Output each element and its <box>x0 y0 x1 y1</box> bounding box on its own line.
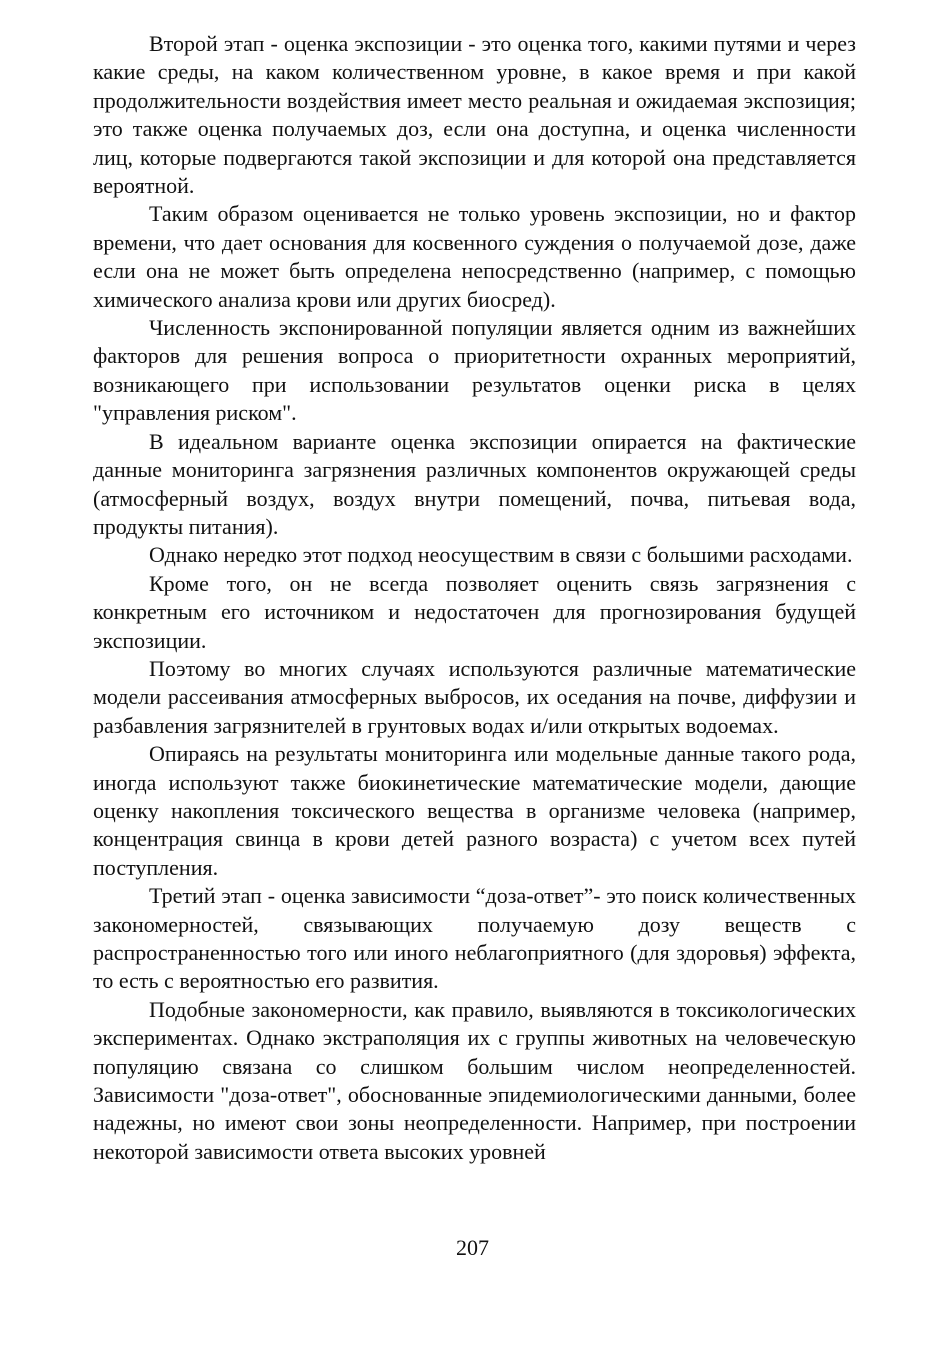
paragraph-math-models: Поэтому во многих случаях используются различные математические модели рассеивания атмосферных выбросов, их оседания на почве, диффузии и разбавления загрязнителей в грунтовых водах и/или открытых водоемах. <box>93 655 856 738</box>
paragraph-exposure-assessment: Второй этап - оценка экспозиции - это оценка того, какими путями и через какие среды, на каком количественном уровне, в какое время и при какой продолжительности воздействия имеет место реальная и ожидаемая экспозиция; это также оценка получаемых доз, если она доступна, и оценка численности лиц, которые подвергаются такой экспозиции и для которой она представляется вероятной. <box>93 31 856 199</box>
paragraph-monitoring-data: В идеальном варианте оценка экспозиции опирается на фактические данные мониторинга загрязнения различных компонентов окружающей среды (атмосферный воздух, воздух внутри помещений, почва, питьевая вода, продукты питания). <box>93 428 856 539</box>
page-number: 207 <box>456 1235 489 1260</box>
paragraph-costs: Однако нередко этот подход неосуществим в связи с большими расходами. <box>149 542 853 568</box>
paragraph-toxicology: Подобные закономерности, как правило, выявляются в токсикологических экспериментах. Однако экстраполяция их с группы животных на человеческую популяцию связана со слишком большим числом неопределенностей. Зависимости "доза-ответ", обоснованные эпидемиологическими данными, более надежны, но имеют свои зоны неопределенности. Например, при построении некоторой зависимости ответа высоких уровней <box>93 996 856 1164</box>
paragraph-source-link: Кроме того, он не всегда позволяет оценить связь загрязнения с конкретным его источником и недостаточен для прогнозирования будущей экспозиции. <box>93 570 856 653</box>
paragraph-population-size: Численность экспонированной популяции является одним из важнейших факторов для решения вопроса о приоритетности охранных мероприятий, возникающего при использовании результатов оценки риска в целях "управления риском". <box>93 315 856 426</box>
paragraph-time-factor: Таким образом оценивается не только уровень экспозиции, но и фактор времени, что дает основания для косвенного суждения о получаемой дозе, даже если она не может быть определена непосредственно (например, с помощью химического анализа крови или других биосред). <box>93 201 856 312</box>
paragraph-biokinetic-models: Опираясь на результаты мониторинга или модельные данные такого рода, иногда используют также биокинетические математические модели, дающие оценку накопления токсического вещества в организме человека (например, концентрация свинца в крови детей разного возраста) с учетом всех путей поступления. <box>93 741 856 880</box>
body-text <box>93 30 856 1166</box>
paragraph-dose-response: Третий этап - оценка зависимости “доза-ответ”- это поиск количественных закономерностей, связывающих получаемую дозу веществ с распространенностью того или иного неблагоприятного (для здоровья) эффекта, то есть с вероятностью его развития. <box>93 883 856 994</box>
